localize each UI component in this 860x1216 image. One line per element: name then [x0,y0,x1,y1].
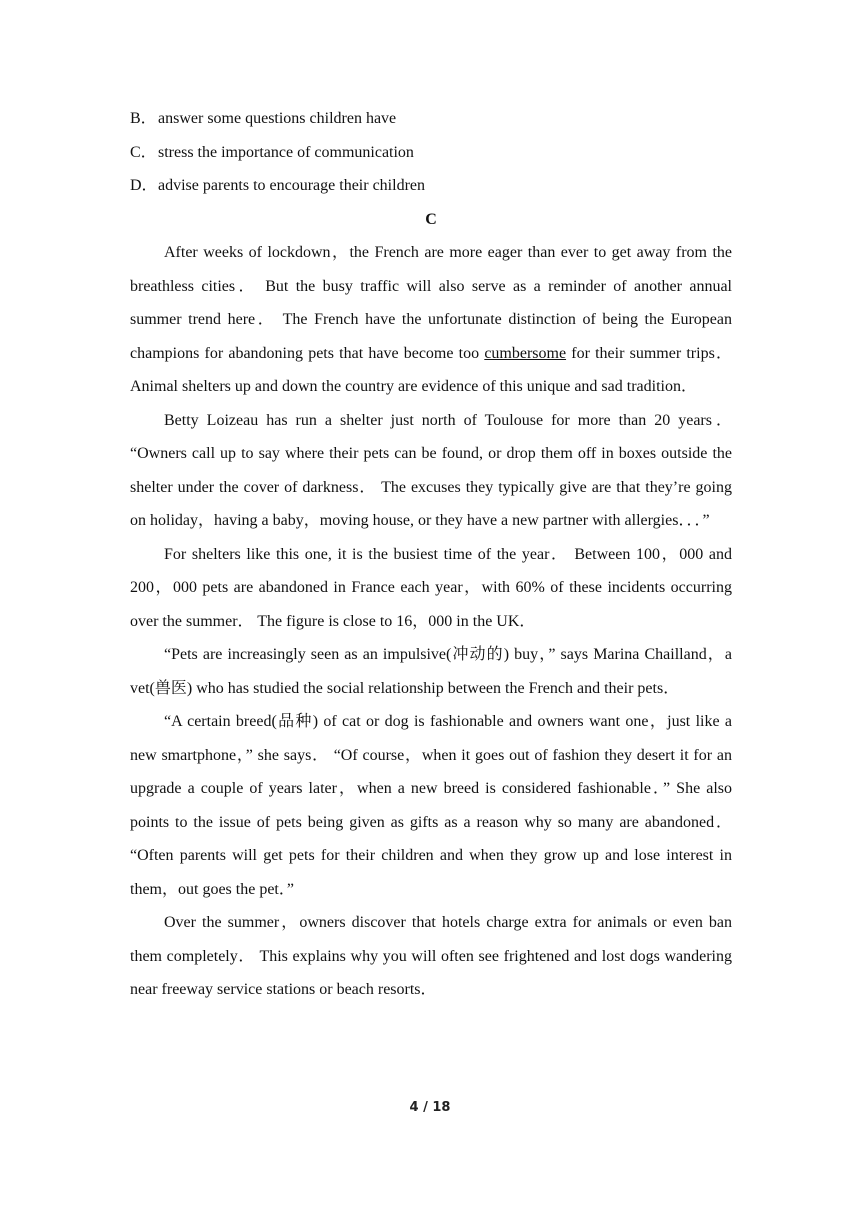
option-b [130,102,732,136]
paragraph-3: For shelters like this one, it is the busiest time of the year． Between 100，000 and 200，000 pets are abandoned in France each year，with 60% of these incidents occurring over the summer． The figure is close to 16，000 in the UK． [130,545,732,630]
paragraph-1-after: for their summer trips． Animal shelters up and down the country are evidence of this unique and sad tradition． [130,344,732,395]
option-letter: B． [130,110,157,127]
paragraph-4: “Pets are increasingly seen as an impulsive(冲动的) buy，” says Marina Chailland，a vet(兽医) who has studied the social relationship between the French and their pets． [130,646,732,697]
option-text: answer some questions children have [158,110,397,127]
page-content [130,102,732,1007]
option-letter: C． [130,143,157,161]
paragraph-2: Betty Loizeau has run a shelter just north of Toulouse for more than 20 years． “Owners call up to say where their pets can be found, or drop them off in boxes outside the shelter under the cover of darkness． The excuses they typically give are that they’re going on holiday，having a baby，moving house, or they have a new partner with allergies．．．” [130,411,732,529]
page-number: 4 / 18 [409,1100,451,1115]
option-text: advise parents to encourage their children [158,177,425,194]
option-text: stress the importance of communication [158,143,414,161]
option-c [130,136,732,170]
paragraph-5: “A certain breed(品种) of cat or dog is fashionable and owners want one，just like a new smartphone，” she says． “Of course，when it goes out of fashion they desert it for an upgrade a couple of years later，when a new breed is considered fashionable．” She also points to the issue of pets being given as gifts as a reason why so many are abandoned． “Often parents will get pets for their children and when they grow up and lose interest in them，out goes the pet．” [130,713,732,898]
option-d [130,169,732,203]
paragraph-6: Over the summer，owners discover that hotels charge extra for animals or even ban them completely． This explains why you will often see frightened and lost dogs wandering near freeway service stations or beach resorts． [130,914,732,998]
underlined-word: cumbersome [484,344,567,362]
option-letter: D． [130,177,158,194]
section-heading: C [425,210,437,228]
paragraph-1-before: After weeks of lockdown，the French are more eager than ever to get away from the breathless cities． But the busy traffic will also serve as a reminder of another annual summer trend here． The French have the unfortunate distinction of being the European champions for abandoning pets that have become too [130,244,732,362]
paragraph-1 [130,236,732,404]
